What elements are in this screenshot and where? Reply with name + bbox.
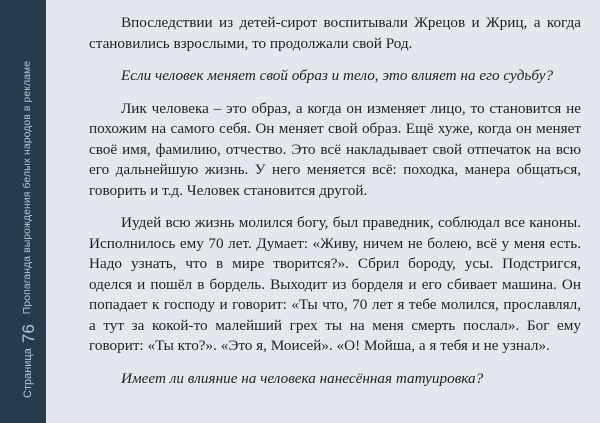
page-label: Страница: [22, 348, 34, 398]
running-title: Пропаганда вырождения белых народов в рекламе: [22, 60, 34, 315]
page: [46, 0, 600, 423]
sidebar-vertical-text: [19, 60, 38, 398]
paragraph: Лик человека – это образ, а когда он изменяет лицо, то становится не похожим на самого себя. Он меняет свой образ. Ещё хуже, когда он меняет своё имя, фамилию, отчество. Это всё накладывает свой отпечаток на всю его дальнейшую жизнь. У него меняется всё: походка, манера общаться, говорить и т.д. Человек становится другой.: [89, 99, 581, 199]
paragraph: Впоследствии из детей-сирот воспитывали Жрецов и Жриц, а когда становились взрослыми, то продолжали свой Род.: [89, 14, 581, 52]
paragraph: Иудей всю жизнь молился богу, был праведник, соблюдал все каноны. Исполнилось ему 70 лет. Думает: «Живу, ничем не болею, всё у меня есть. Надо узнать, что в мире творится?». Сбрил бороду, усы. Подстригся, оделся и пошёл в бордель. Выходит из борделя и его сбивает машина. Он попадает к господу и говорит: «Ты что, 70 лет я тебе молился, прославлял, а тут за кокой-то малейший грех ты на меня смерть послал». Бог ему говорит: «Ты кто?». «Это я, Моисей». «О! Мойша, а я тебя и не узнал».: [89, 214, 581, 354]
question-heading: Имеет ли влияние на человека нанесённая татуировка?: [121, 369, 484, 387]
sidebar: [0, 0, 46, 423]
sidebar-separator: [30, 314, 31, 318]
question-heading: Если человек меняет свой образ и тело, это влияет на его судьбу?: [121, 67, 554, 84]
document-body: [89, 13, 581, 401]
page-number: 76: [19, 324, 38, 344]
